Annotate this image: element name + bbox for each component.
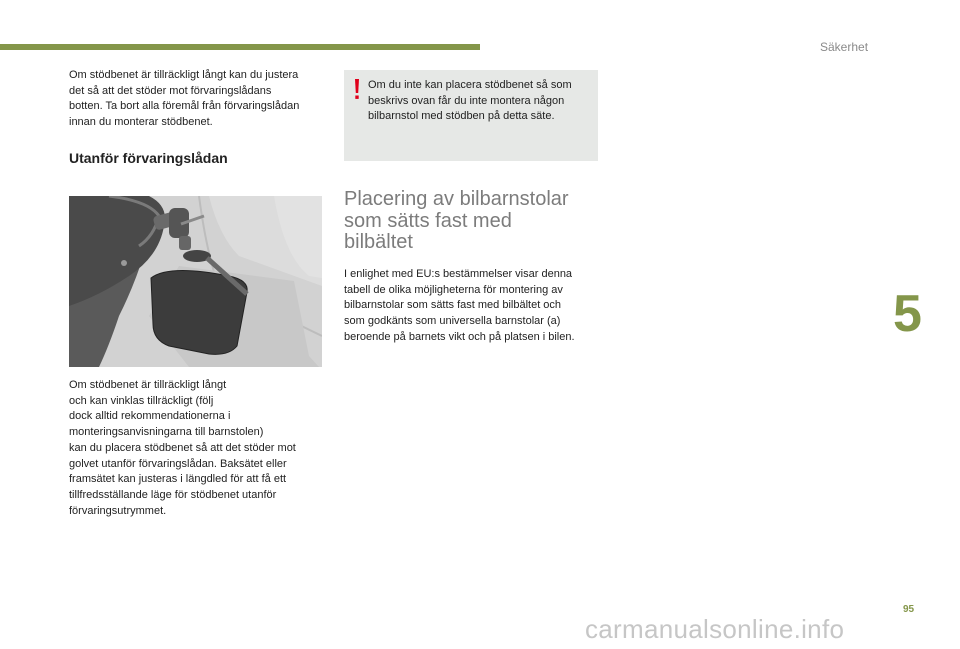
subheading-outside-storage: Utanför förvaringslådan: [69, 150, 228, 166]
text-line: beskrivs ovan får du inte montera någon: [368, 94, 565, 107]
watermark: carmanualsonline.info: [585, 614, 845, 644]
text-line: tillfredsställande läge för stödbenet utanför: [69, 488, 277, 501]
exclamation-icon: [352, 78, 362, 100]
text-line: som godkänts som universella barnstolar (a): [344, 315, 561, 328]
warning-text: [368, 78, 592, 125]
text-line: bilbarnstolar som sätts fast med bilbältet och: [344, 299, 562, 312]
text-line: framsätet kan justeras i längdled för att få ett: [69, 473, 287, 486]
intro-paragraph: [69, 68, 329, 131]
heading-line: Placering av bilbarnstolar: [344, 188, 569, 210]
page-number: 95: [903, 604, 915, 615]
chapter-number: 5: [893, 285, 922, 343]
section-heading: [344, 189, 604, 254]
heading-line: bilbältet: [344, 231, 413, 253]
text-line: bilbarnstol med stödben på detta säte.: [368, 110, 555, 123]
placement-paragraph: [344, 267, 602, 346]
text-line: Om stödbenet är tillräckligt långt kan du justera: [69, 69, 299, 81]
text-line: beroende på barnets vikt och på platsen i bilen.: [344, 330, 575, 343]
text-line: botten. Ta bort alla föremål från förvaringslådan: [69, 100, 300, 113]
top-accent-bar: [0, 44, 480, 50]
text-line: kan du placera stödbenet så att det stöder mot: [69, 441, 296, 454]
text-line: golvet utanför förvaringslådan. Baksätet eller: [69, 457, 287, 470]
text-line: I enlighet med EU:s bestämmelser visar denna: [344, 268, 573, 280]
text-line: Om du inte kan placera stödbenet så som: [368, 79, 572, 91]
section-header: Säkerhet: [820, 40, 869, 54]
support-leg-photo: [69, 196, 322, 367]
text-line: och kan vinklas tillräckligt (följ: [69, 394, 214, 407]
text-line: monteringsanvisningarna till barnstolen): [69, 426, 264, 439]
text-line: Om stödbenet är tillräckligt långt: [69, 379, 227, 391]
heading-line: som sätts fast med: [344, 209, 512, 232]
text-line: tabell de olika möjligheterna för montering av: [344, 283, 563, 296]
text-line: dock alltid rekommendationerna i: [69, 410, 231, 423]
warning-box: [344, 70, 598, 161]
text-line: förvaringsutrymmet.: [69, 504, 167, 517]
text-line: det så att det stöder mot förvaringslådans: [69, 84, 272, 97]
outside-storage-paragraph: [69, 378, 324, 519]
text-line: innan du monterar stödbenet.: [69, 116, 213, 129]
